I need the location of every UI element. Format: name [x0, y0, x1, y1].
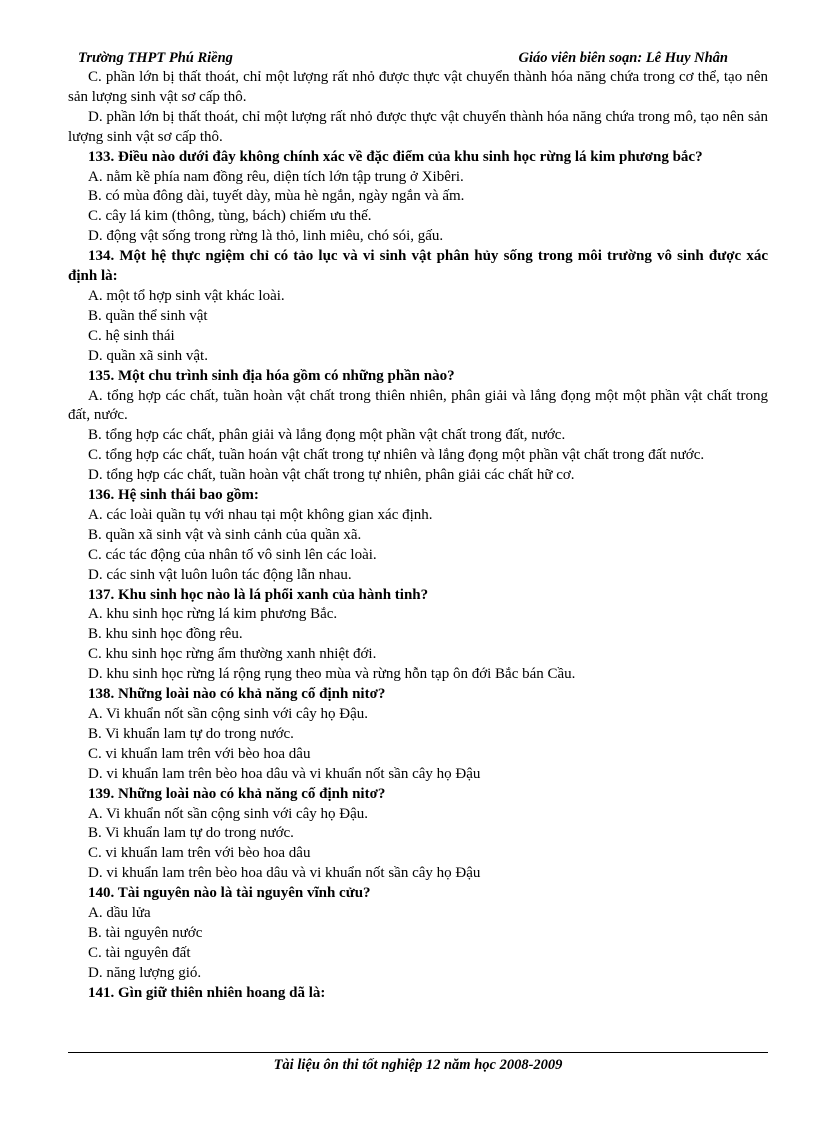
answer-option: A. Vi khuẩn nốt sần cộng sinh với cây họ Đậu. [88, 706, 369, 722]
answer-option: D. năng lượng gió. [88, 964, 202, 981]
answer-option: C. các tác động của nhân tố vô sinh lên các loài. [88, 546, 377, 563]
question-text: 138. Những loài nào có khả năng cố định nitơ? [88, 686, 386, 703]
answer-option: B. Vi khuẩn lam tự do trong nước. [88, 825, 294, 842]
question-text: 136. Hệ sinh thái bao gồm: [88, 487, 259, 504]
answer-option: D. quần xã sinh vật. [88, 347, 208, 364]
question-text: 137. Khu sinh học nào là lá phổi xanh của hành tinh? [88, 586, 429, 603]
question-text: 141. Gìn giữ thiên nhiên hoang dã là: [88, 984, 326, 1001]
answer-option: D. vi khuẩn lam trên bèo hoa dâu và vi khuẩn nốt sần cây họ Đậu [88, 865, 481, 882]
answer-option: B. có mùa đông dài, tuyết dày, mùa hè ngắn, ngày ngắn và ấm. [88, 188, 465, 205]
answer-option: B. khu sinh học đồng rêu. [88, 626, 243, 643]
footer-rule [68, 1052, 768, 1053]
question-text: 134. Một hệ thực ngiệm chỉ có tảo lục và vi sinh vật phân hủy sống trong môi trường vô sinh được xác định là: [68, 248, 768, 285]
answer-option: B. Vi khuẩn lam tự do trong nước. [88, 725, 294, 742]
answer-option: A. nằm kề phía nam đồng rêu, diện tích lớn tập trung ở Xibêri. [88, 168, 464, 185]
page-footer: Tài liệu ôn thi tốt nghiệp 12 năm học 2008-2009 [273, 1057, 563, 1073]
question-text: 135. Một chu trình sinh địa hóa gồm có những phần nào? [88, 367, 455, 384]
question-text: 140. Tài nguyên nào là tài nguyên vĩnh cửu? [88, 885, 371, 902]
answer-option: C. cây lá kim (thông, tùng, bách) chiếm ưu thế. [88, 208, 372, 225]
answer-option: D. khu sinh học rừng lá rộng rụng theo mùa và rừng hỗn tạp ôn đới Bắc bán Cầu. [88, 666, 576, 683]
answer-option: C. vi khuẩn lam trên với bèo hoa dâu [88, 845, 311, 862]
answer-option: B. tài nguyên nước [88, 924, 203, 941]
answer-option: C. tài nguyên đất [88, 944, 191, 961]
answer-option: C. khu sinh học rừng ẩm thường xanh nhiệt đới. [88, 646, 377, 663]
answer-option: A. tổng hợp các chất, tuần hoàn vật chất trong thiên nhiên, phân giải và lắng đọng một một phần vật chất trong đất, nước. [68, 387, 768, 424]
answer-option: C. phần lớn bị thất thoát, chỉ một lượng rất nhỏ được thực vật chuyển thành hóa năng chứa trong cơ thể, tạo nên sản lượng sinh vật sơ cấp thô. [68, 69, 768, 105]
answer-option: B. quần xã sinh vật và sinh cảnh của quần xã. [88, 526, 362, 543]
answer-option: A. các loài quần tụ với nhau tại một không gian xác định. [88, 506, 433, 523]
question-text: 139. Những loài nào có khả năng cố định nitơ? [88, 785, 386, 802]
answer-option: C. hệ sinh thái [88, 327, 175, 344]
answer-option: A. Vi khuẩn nốt sần cộng sinh với cây họ Đậu. [88, 805, 369, 822]
answer-option: D. phần lớn bị thất thoát, chỉ một lượng rất nhỏ được thực vật chuyển thành hóa năng chứa trong mô, tạo nên sản lượng sinh vật sơ cấp thô. [68, 108, 768, 145]
answer-option: D. các sinh vật luôn luôn tác động lẫn nhau. [88, 566, 352, 583]
answer-option: A. dầu lửa [88, 905, 151, 922]
document-page [68, 48, 768, 1004]
page-header [68, 48, 768, 68]
answer-option: B. tổng hợp các chất, phân giải và lắng đọng một phần vật chất trong đất, nước. [88, 427, 566, 444]
answer-option: C. vi khuẩn lam trên với bèo hoa dâu [88, 745, 311, 762]
author-name: Giáo viên biên soạn: Lê Huy Nhân [518, 50, 728, 66]
question-text: 133. Điều nào dưới đây không chính xác về đặc điểm của khu sinh học rừng lá kim phương bắc? [88, 148, 703, 165]
answer-option: B. quần thể sinh vật [88, 307, 208, 324]
answer-option: D. vi khuẩn lam trên bèo hoa dâu và vi khuẩn nốt sần cây họ Đậu [88, 765, 481, 782]
answer-option: A. khu sinh học rừng lá kim phương Bắc. [88, 606, 338, 623]
answer-option: D. động vật sống trong rừng là thỏ, linh miêu, chó sói, gấu. [88, 228, 444, 245]
question-list [68, 68, 768, 1004]
answer-option: A. một tổ hợp sinh vật khác loài. [88, 287, 285, 304]
answer-option: C. tổng hợp các chất, tuần hoán vật chất trong tự nhiên và lắng đọng một phần vật chất trong đất nước. [88, 447, 705, 464]
school-name: Trường THPT Phú Riềng [78, 50, 233, 66]
answer-option: D. tổng hợp các chất, tuần hoàn vật chất trong tự nhiên, phân giải các chất hữ cơ. [88, 467, 575, 484]
